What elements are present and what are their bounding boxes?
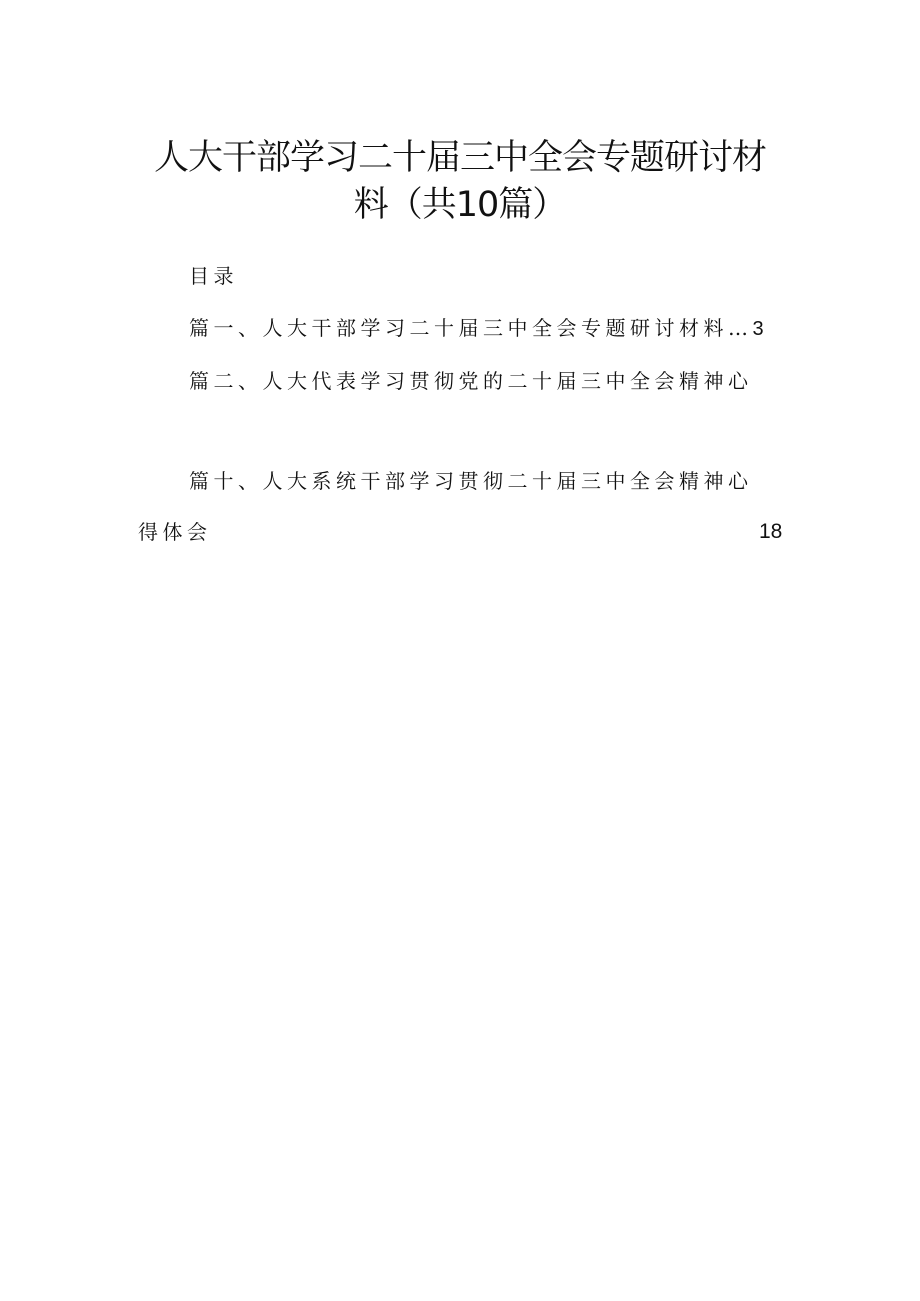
toc-entry-10[interactable]: [189, 467, 753, 495]
document-title-line-2: 料（共10篇）: [353, 185, 567, 225]
toc-entry-10-text: 篇十、人大系统干部学习贯彻二十届三中全会精神心: [189, 469, 753, 493]
toc-heading: 目录: [189, 264, 238, 288]
toc-entry-2-text: 篇二、人大代表学习贯彻党的二十届三中全会精神心: [189, 369, 753, 393]
toc-entry-10-page: 18: [759, 520, 783, 543]
toc-entry-1-page: 3: [752, 318, 764, 340]
toc-entry-10-continuation: 得体会: [138, 520, 212, 544]
toc-entry-1[interactable]: [189, 314, 764, 343]
toc-entry-1-text: 篇一、人大干部学习二十届三中全会专题研讨材料…: [189, 316, 753, 340]
document-title-line-1: 人大干部学习二十届三中全会专题研讨材: [153, 138, 766, 178]
toc-entry-2[interactable]: [189, 367, 753, 395]
